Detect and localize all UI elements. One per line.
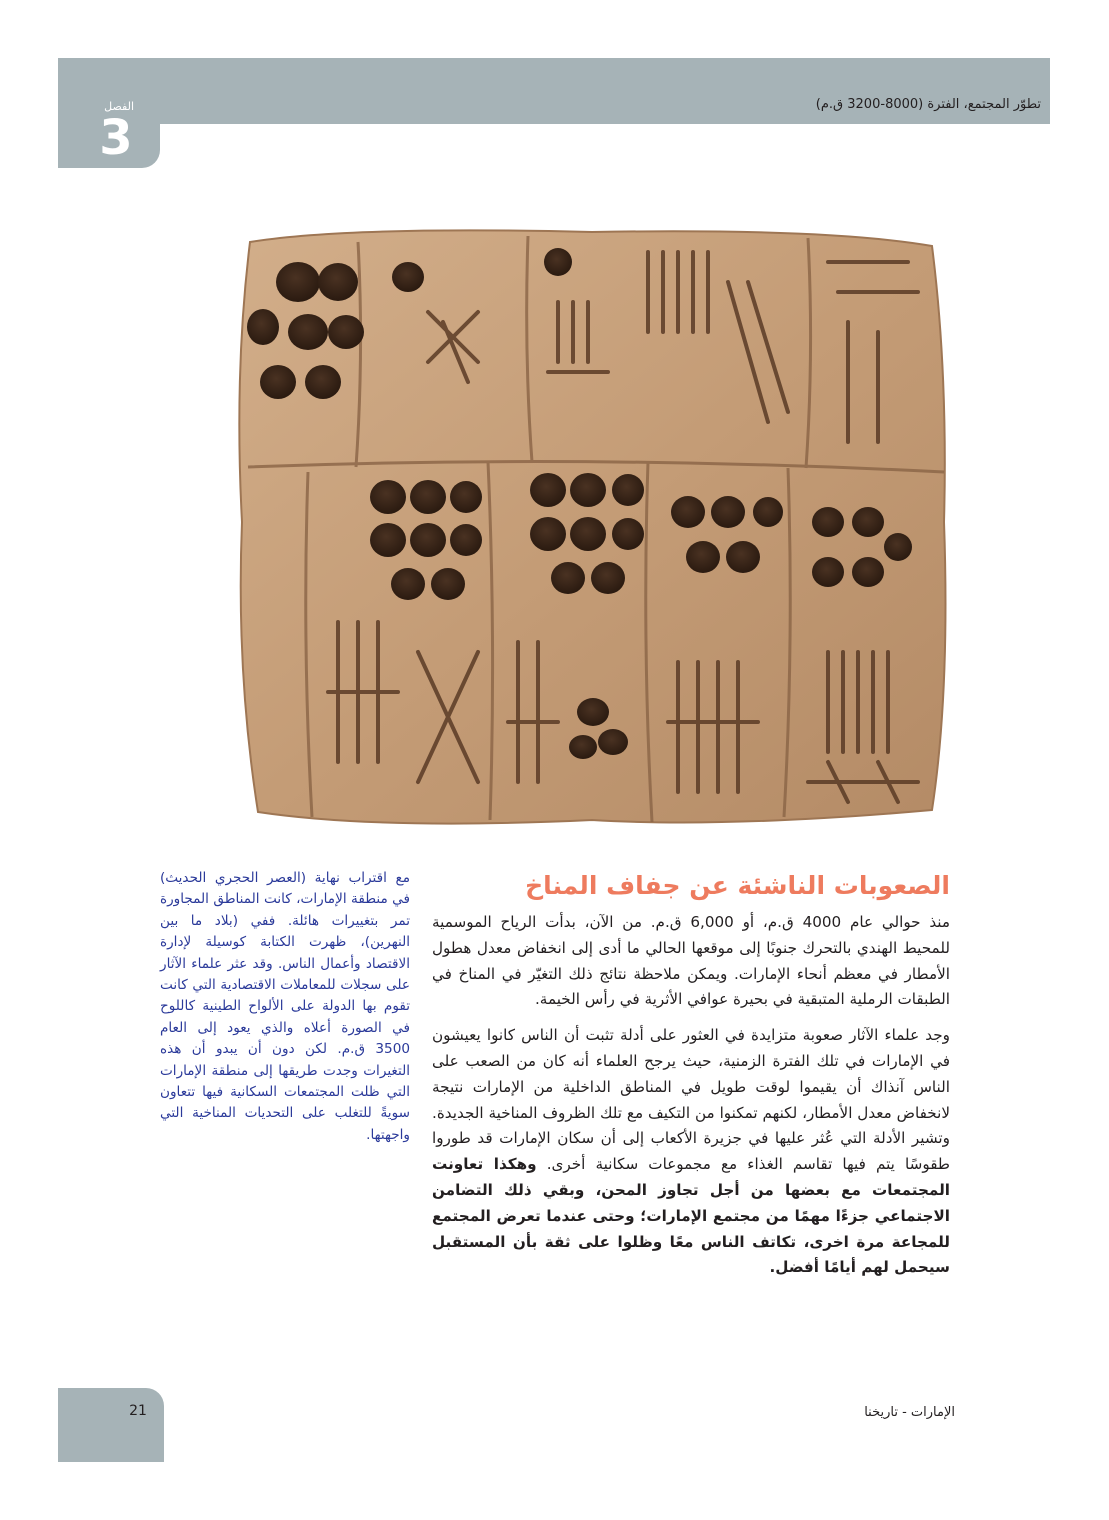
header-band (58, 58, 1050, 124)
chapter-label: الفصل (104, 100, 134, 113)
chapter-number: 3 (99, 110, 133, 166)
running-header-title: تطوّر المجتمع، الفترة (8000-3200 ق.م) (815, 97, 1041, 112)
body-paragraph-1: منذ حوالي عام 4000 ق.م، أو 6,000 ق.م. من الآن، بدأت الرياح الموسمية للمحيط الهندي بالتحرك جنوبًا إلى موقعها الحالي ما أدى إلى انخفاض معدل هطول الأمطار في معظم أنحاء الإمارات. ويمكن ملاحظة نتائج ذلك التغيّر في المناخ في الطبقات الرملية المتبقية في بحيرة عوافي الأثرية في رأس الخيمة. (432, 913, 951, 1009)
body-column (432, 910, 950, 1291)
body-paragraph-2 (432, 1023, 950, 1281)
footer-tab (58, 1388, 164, 1462)
page-number: 21 (129, 1403, 147, 1419)
footer-book-title: الإمارات - تاريخنا (864, 1405, 955, 1420)
sidebar-note: مع اقتراب نهاية (العصر الحجري الحديث) في منطقة الإمارات، كانت المناطق المجاورة تمر بتغييرات هائلة. ففي (بلاد ما بين النهرين)، ظهرت الكتابة كوسيلة لإدارة الاقتصاد وأعمال الناس. وقد عثر علماء الآثار على سجلات للمعاملات الاقتصادية التي كانت تقوم بها الدولة على الألواح الطينية كاللوح في الصورة أعلاه والذي يعود إلى العام 3500 ق.م. لكن دون أن يبدو أن هذه التغيرات وجدت طريقها إلى منطقة الإمارات التي ظلت المجتمعات السكانية فيها تتعاون سويةً للتغلب على التحديات المناخية التي واجهتها. (160, 870, 410, 1143)
body-paragraph-2-bold: وهكذا تعاونت المجتمعات مع بعضها من أجل تجاوز المحن، وبقي ذلك التضامن الاجتماعي جزءًا مهمًا من مجتمع الإمارات؛ وحتى عندما تعرض المجتمع للمجاعة مرة اخرى، تكاتف الناس معًا وظلوا على ثقة بأن المستقبل سيحمل لهم أيامًا أفضل. (432, 1155, 950, 1277)
body-paragraph-2-text: وجد علماء الآثار صعوبة متزايدة في العثور على أدلة تثبت أن الناس كانوا يعيشون في الإمارات في تلك الفترة الزمنية، حيث يرجح العلماء أنه كان من الصعب على الناس آنذاك أن يقيموا لوقت طويل في المناطق الداخلية من الإمارات نتيجة لانخفاض معدل الأمطار، لكنهم تمكنوا من التكيف مع تلك الظروف المناخية الجديدة. وتشير الأدلة التي عُثر عليها في جزيرة الأكعاب إلى أن سكان الإمارات قد طوروا طقوسًا يتم فيها تقاسم الغذاء مع مجموعات سكانية أخرى. (432, 1026, 950, 1174)
section-heading: الصعوبات الناشئة عن جفاف المناخ (525, 871, 950, 900)
clay-tablet-image (228, 222, 956, 832)
